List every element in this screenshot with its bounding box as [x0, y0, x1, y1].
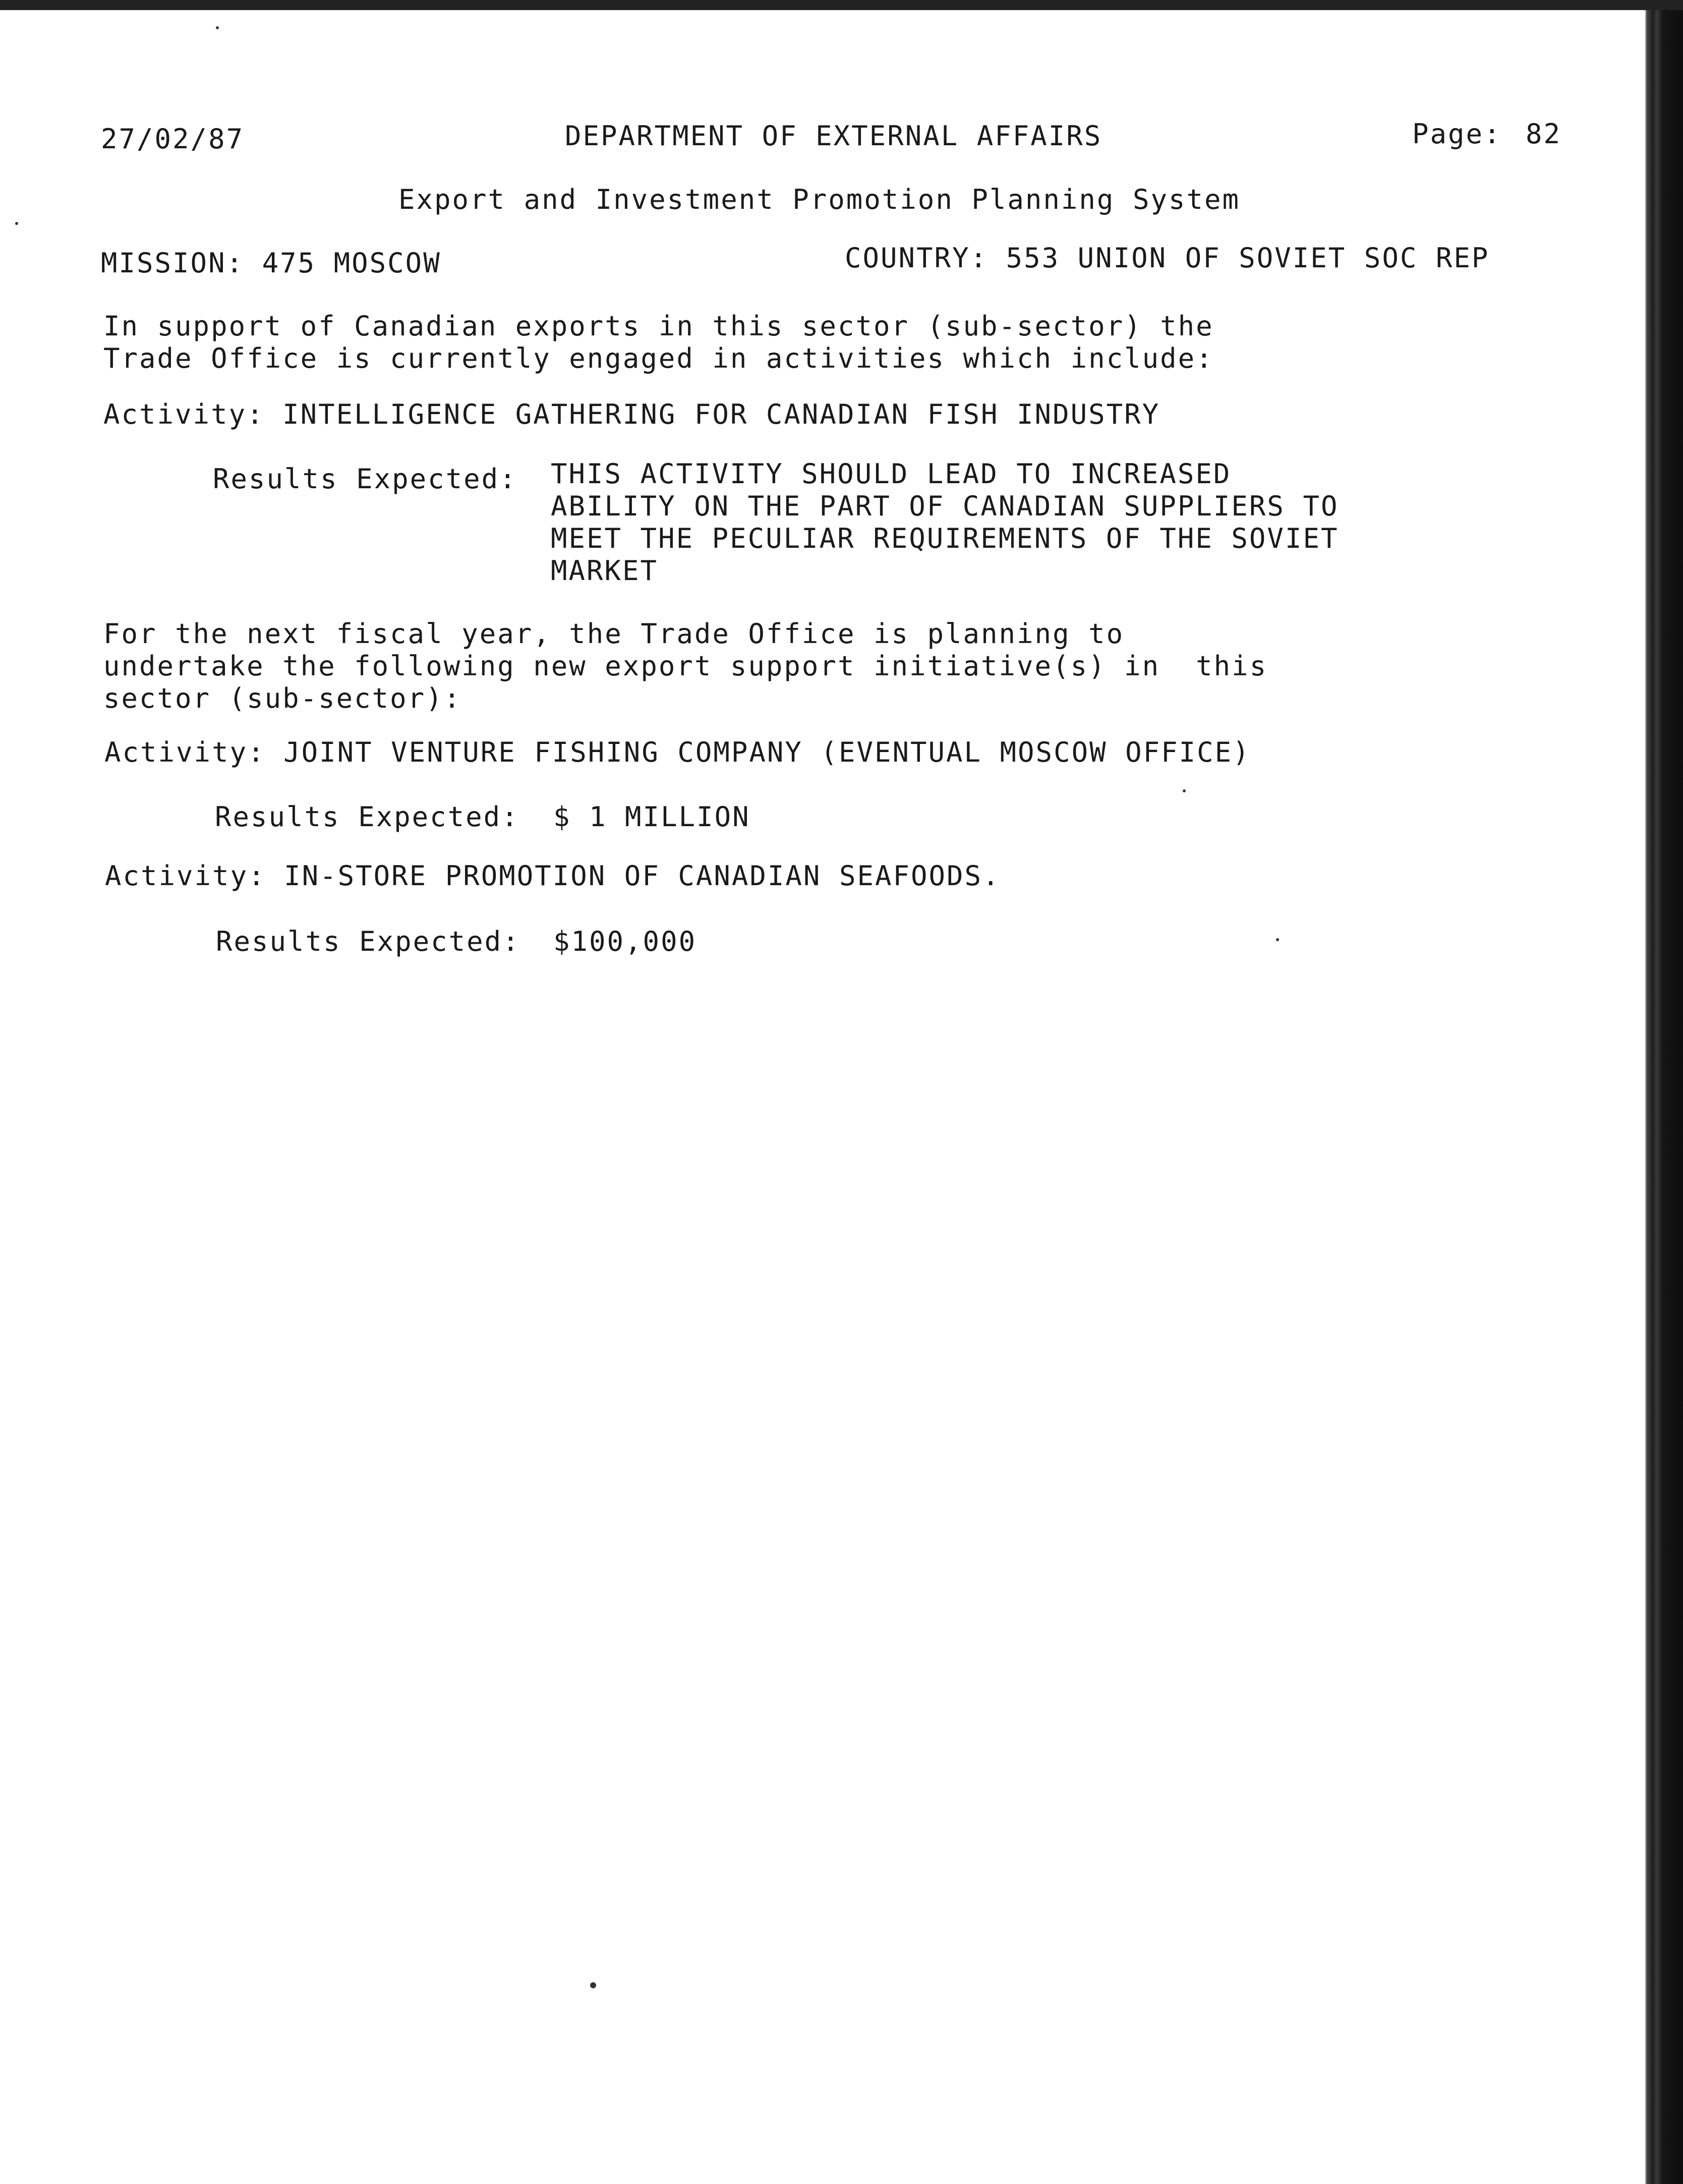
system-title: Export and Investment Promotion Planning System [398, 184, 1241, 215]
current-results-text: THIS ACTIVITY SHOULD LEAD TO INCREASED ABILITY ON THE PART OF CANADIAN SUPPLIERS TO MEET THE PECULIAR REQUIREMENTS OF THE SOVIET MARKET [551, 458, 1339, 587]
planned-activity-1: Activity: JOINT VENTURE FISHING COMPANY (EVENTUAL MOSCOW OFFICE) [104, 736, 1251, 768]
scan-speck [1276, 938, 1279, 941]
scan-speck [15, 222, 18, 225]
department-title: DEPARTMENT OF EXTERNAL AFFAIRS [565, 120, 1102, 152]
planned-results-text-2: $100,000 [553, 926, 697, 957]
scan-speck [590, 1982, 596, 1988]
planned-activity-2: Activity: IN-STORE PROMOTION OF CANADIAN SEAFOODS. [105, 860, 1001, 892]
current-activities-intro: In support of Canadian exports in this sector (sub-sector) the Trade Office is currently engaged in activities which include: [103, 310, 1214, 374]
planned-results-label-1: Results Expected: [215, 801, 519, 833]
current-results-label: Results Expected: [213, 463, 517, 495]
current-activity: Activity: INTELLIGENCE GATHERING FOR CANADIAN FISH INDUSTRY [103, 398, 1160, 430]
planned-results-label-2: Results Expected: [216, 926, 520, 957]
country-field: COUNTRY: 553 UNION OF SOVIET SOC REP [845, 242, 1490, 274]
page-label: Page: [1412, 118, 1502, 150]
planned-results-text-1: $ 1 MILLION [553, 801, 750, 833]
report-date: 27/02/87 [101, 123, 245, 155]
mission-field: MISSION: 475 MOSCOW [101, 247, 441, 279]
scan-binding-edge [1642, 10, 1683, 2184]
page-number: 82 [1526, 118, 1562, 150]
scan-speck [1183, 789, 1186, 792]
scan-speck [216, 26, 219, 29]
planned-initiatives-intro: For the next fiscal year, the Trade Office is planning to undertake the following new export support initiative(s) in this sector (sub-sector): [103, 618, 1268, 714]
